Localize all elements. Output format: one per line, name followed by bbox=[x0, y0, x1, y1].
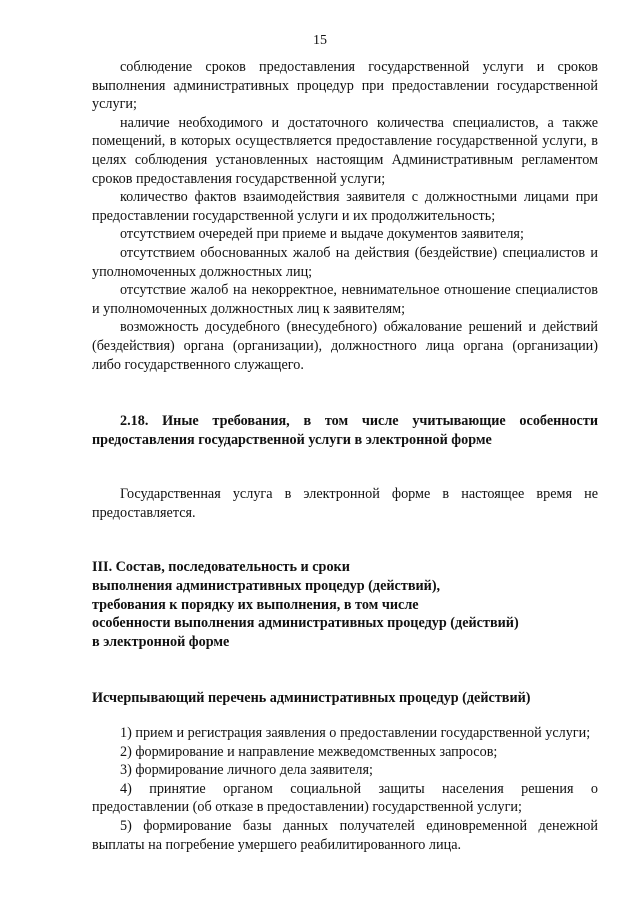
criterion-paragraph: отсутствием обоснованных жалоб на действия (бездействие) специалистов и уполномоченных должностных лиц; bbox=[92, 244, 598, 280]
procedure-list-item: 3) формирование личного дела заявителя; bbox=[120, 762, 373, 779]
section-3-heading-line: особенности выполнения административных процедур (действий) bbox=[92, 615, 519, 632]
criterion-paragraph: соблюдение сроков предоставления государственной услуги и сроков выполнения административных процедур при предоставлении государственной услуги; bbox=[92, 59, 598, 113]
section-3-heading-line: III. Состав, последовательность и сроки bbox=[92, 559, 350, 576]
procedure-list-item: 1) прием и регистрация заявления о предоставлении государственной услуги; bbox=[120, 725, 591, 742]
procedure-list-item: 4) принятие органом социальной защиты населения решения о предоставлении (об отказе в предоставлении) государственной услуги; bbox=[92, 780, 598, 816]
section-3-heading-line: выполнения административных процедур (действий), bbox=[92, 578, 441, 595]
section-2-18-heading: 2.18. Иные требования, в том числе учитывающие особенности предоставления государственной услуги в электронной форме bbox=[92, 413, 598, 448]
criterion-paragraph: отсутствием очередей при приеме и выдаче документов заявителя; bbox=[120, 226, 524, 243]
criterion-paragraph: количество фактов взаимодействия заявителя с должностными лицами при предоставлении государственной услуги и их продолжительность; bbox=[92, 189, 598, 224]
procedures-subheading: Исчерпывающий перечень административных процедур (действий) bbox=[92, 690, 531, 707]
section-3-heading-line: требования к порядку их выполнения, в том числе bbox=[92, 596, 419, 613]
procedure-list-item: 2) формирование и направление межведомственных запросов; bbox=[120, 743, 498, 760]
criterion-paragraph: наличие необходимого и достаточного количества специалистов, а также помещений, в которых осуществляется предоставление государственной услуги, в целях соблюдения установленных настоящим Административным регламентом сроков предоставления государственной услуги; bbox=[92, 114, 598, 187]
section-2-18-text: Государственная услуга в электронной форме в настоящее время не предоставляется. bbox=[92, 486, 598, 521]
procedure-list-item: 5) формирование базы данных получателей единовременной денежной выплаты на погребение умершего реабилитированного лица. bbox=[92, 818, 598, 853]
criterion-paragraph: отсутствие жалоб на некорректное, невнимательное отношение специалистов и уполномоченных должностных лиц к заявителям; bbox=[92, 282, 598, 317]
page-number: 15 bbox=[313, 33, 327, 48]
page-body bbox=[92, 58, 598, 854]
criterion-paragraph: возможность досудебного (внесудебного) обжалование решений и действий (бездействия) органа (организации), должностного лица органа (организации) либо государственного служащего. bbox=[92, 319, 598, 373]
section-3-heading-line: в электронной форме bbox=[92, 633, 230, 650]
